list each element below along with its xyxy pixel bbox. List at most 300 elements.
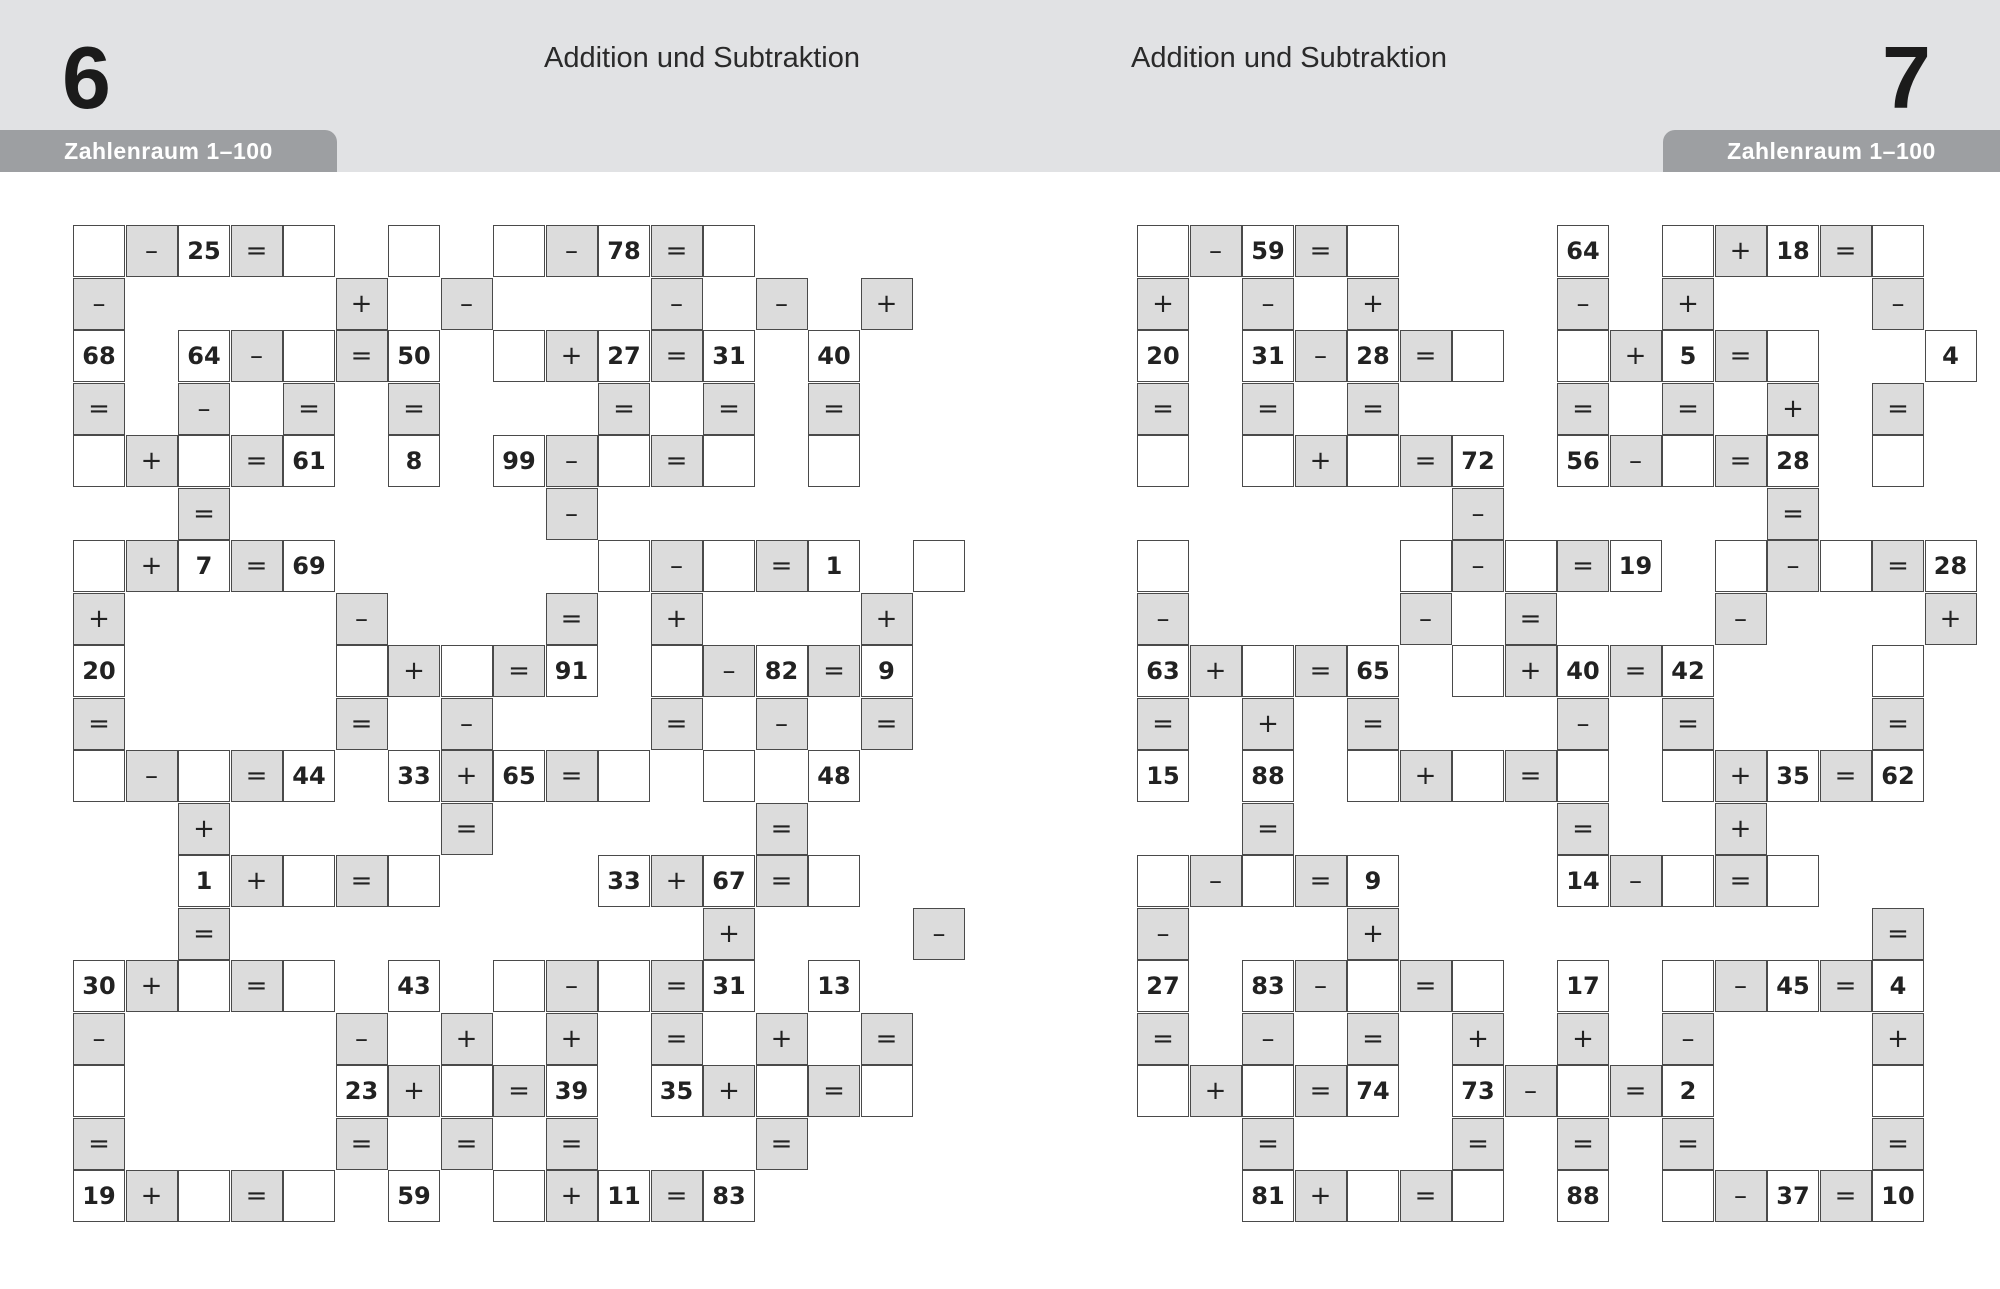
plus-sign: + (1610, 330, 1662, 382)
given-number: 37 (1767, 1170, 1819, 1222)
answer-box[interactable] (441, 645, 493, 697)
minus-sign: – (1767, 540, 1819, 592)
answer-box[interactable] (493, 1170, 545, 1222)
given-number: 64 (178, 330, 230, 382)
range-tab-right: Zahlenraum 1–100 (1663, 130, 2000, 172)
given-number: 59 (388, 1170, 440, 1222)
minus-sign: – (73, 278, 125, 330)
equals-sign: = (808, 1065, 860, 1117)
equals-sign: = (546, 750, 598, 802)
answer-box[interactable] (598, 960, 650, 1012)
answer-box[interactable] (178, 1170, 230, 1222)
plus-sign: + (1925, 593, 1977, 645)
plus-sign: + (1557, 1013, 1609, 1065)
equals-sign: = (651, 1013, 703, 1065)
page-number-right: 7 (1882, 28, 1931, 127)
equals-sign: = (1715, 855, 1767, 907)
answer-box[interactable] (1347, 225, 1399, 277)
minus-sign: – (1137, 908, 1189, 960)
equals-sign: = (1242, 1118, 1294, 1170)
equals-sign: = (231, 435, 283, 487)
answer-box[interactable] (703, 750, 755, 802)
minus-sign: – (441, 698, 493, 750)
answer-box[interactable] (283, 330, 335, 382)
given-number: 88 (1242, 750, 1294, 802)
equals-sign: = (1295, 1065, 1347, 1117)
answer-box[interactable] (1505, 540, 1557, 592)
minus-sign: – (1137, 593, 1189, 645)
minus-sign: – (546, 960, 598, 1012)
minus-sign: – (1557, 278, 1609, 330)
minus-sign: – (1452, 488, 1504, 540)
minus-sign: – (126, 225, 178, 277)
minus-sign: – (1190, 855, 1242, 907)
equals-sign: = (1242, 383, 1294, 435)
answer-box[interactable] (178, 750, 230, 802)
plus-sign: + (861, 593, 913, 645)
given-number: 59 (1242, 225, 1294, 277)
equals-sign: = (651, 435, 703, 487)
equals-sign: = (1452, 1118, 1504, 1170)
answer-box[interactable] (808, 855, 860, 907)
plus-sign: + (1295, 435, 1347, 487)
given-number: 28 (1767, 435, 1819, 487)
given-number: 5 (1662, 330, 1714, 382)
given-number: 17 (1557, 960, 1609, 1012)
answer-box[interactable] (1347, 1170, 1399, 1222)
equals-sign: = (231, 750, 283, 802)
plus-sign: + (1715, 803, 1767, 855)
given-number: 72 (1452, 435, 1504, 487)
plus-sign: + (651, 593, 703, 645)
answer-box[interactable] (388, 855, 440, 907)
answer-box[interactable] (1662, 435, 1714, 487)
plus-sign: + (1400, 750, 1452, 802)
plus-sign: + (1190, 645, 1242, 697)
answer-box[interactable] (1452, 960, 1504, 1012)
minus-sign: – (231, 330, 283, 382)
answer-box[interactable] (73, 540, 125, 592)
plus-sign: + (1242, 698, 1294, 750)
answer-box[interactable] (283, 855, 335, 907)
answer-box[interactable] (1242, 645, 1294, 697)
minus-sign: – (1400, 593, 1452, 645)
answer-box[interactable] (1137, 225, 1189, 277)
equals-sign: = (336, 698, 388, 750)
equals-sign: = (1557, 383, 1609, 435)
answer-box[interactable] (1767, 330, 1819, 382)
plus-sign: + (703, 908, 755, 960)
given-number: 28 (1925, 540, 1977, 592)
answer-box[interactable] (598, 540, 650, 592)
given-number: 10 (1872, 1170, 1924, 1222)
answer-box[interactable] (178, 435, 230, 487)
equals-sign: = (1820, 960, 1872, 1012)
equals-sign: = (388, 383, 440, 435)
answer-box[interactable] (73, 750, 125, 802)
given-number: 4 (1872, 960, 1924, 1012)
plus-sign: + (388, 1065, 440, 1117)
equals-sign: = (651, 225, 703, 277)
equals-sign: = (1347, 698, 1399, 750)
given-number: 67 (703, 855, 755, 907)
answer-box[interactable] (1872, 435, 1924, 487)
given-number: 14 (1557, 855, 1609, 907)
given-number: 31 (703, 330, 755, 382)
equals-sign: = (1557, 540, 1609, 592)
given-number: 2 (1662, 1065, 1714, 1117)
equals-sign: = (1242, 803, 1294, 855)
plus-sign: + (1715, 225, 1767, 277)
plus-sign: + (703, 1065, 755, 1117)
answer-box[interactable] (1347, 750, 1399, 802)
equals-sign: = (1872, 1118, 1924, 1170)
given-number: 33 (598, 855, 650, 907)
given-number: 44 (283, 750, 335, 802)
given-number: 64 (1557, 225, 1609, 277)
equals-sign: = (651, 960, 703, 1012)
answer-box[interactable] (756, 1065, 808, 1117)
answer-box[interactable] (493, 330, 545, 382)
equals-sign: = (651, 1170, 703, 1222)
given-number: 81 (1242, 1170, 1294, 1222)
answer-box[interactable] (703, 540, 755, 592)
equals-sign: = (1295, 855, 1347, 907)
plus-sign: + (126, 960, 178, 1012)
minus-sign: – (651, 278, 703, 330)
given-number: 30 (73, 960, 125, 1012)
equals-sign: = (1347, 383, 1399, 435)
plus-sign: + (336, 278, 388, 330)
minus-sign: – (756, 698, 808, 750)
given-number: 69 (283, 540, 335, 592)
minus-sign: – (1242, 1013, 1294, 1065)
given-number: 40 (808, 330, 860, 382)
minus-sign: – (178, 383, 230, 435)
answer-box[interactable] (1557, 750, 1609, 802)
equals-sign: = (1610, 1065, 1662, 1117)
equals-sign: = (336, 1118, 388, 1170)
answer-box[interactable] (1662, 1170, 1714, 1222)
given-number: 7 (178, 540, 230, 592)
equals-sign: = (651, 330, 703, 382)
answer-box[interactable] (1347, 960, 1399, 1012)
given-number: 19 (73, 1170, 125, 1222)
answer-box[interactable] (1872, 1065, 1924, 1117)
plus-sign: + (546, 1170, 598, 1222)
equals-sign: = (1872, 908, 1924, 960)
answer-box[interactable] (283, 225, 335, 277)
equals-sign: = (1295, 225, 1347, 277)
answer-box[interactable] (913, 540, 965, 592)
minus-sign: – (1715, 960, 1767, 1012)
minus-sign: – (1715, 1170, 1767, 1222)
equals-sign: = (1137, 1013, 1189, 1065)
given-number: 48 (808, 750, 860, 802)
equals-sign: = (598, 383, 650, 435)
minus-sign: – (1662, 1013, 1714, 1065)
answer-box[interactable] (808, 435, 860, 487)
answer-box[interactable] (1137, 540, 1189, 592)
minus-sign: – (126, 750, 178, 802)
minus-sign: – (1557, 698, 1609, 750)
equals-sign: = (1400, 960, 1452, 1012)
given-number: 11 (598, 1170, 650, 1222)
plus-sign: + (1452, 1013, 1504, 1065)
equals-sign: = (1400, 435, 1452, 487)
plus-sign: + (546, 1013, 598, 1065)
given-number: 1 (808, 540, 860, 592)
answer-box[interactable] (1242, 855, 1294, 907)
plus-sign: + (388, 645, 440, 697)
given-number: 19 (1610, 540, 1662, 592)
answer-box[interactable] (1452, 750, 1504, 802)
given-number: 83 (703, 1170, 755, 1222)
minus-sign: – (441, 278, 493, 330)
plus-sign: + (1137, 278, 1189, 330)
answer-box[interactable] (703, 225, 755, 277)
given-number: 88 (1557, 1170, 1609, 1222)
given-number: 73 (1452, 1065, 1504, 1117)
answer-box[interactable] (388, 225, 440, 277)
given-number: 65 (1347, 645, 1399, 697)
answer-box[interactable] (703, 435, 755, 487)
equals-sign: = (756, 540, 808, 592)
equals-sign: = (808, 645, 860, 697)
minus-sign: – (546, 435, 598, 487)
equals-sign: = (336, 855, 388, 907)
minus-sign: – (336, 1013, 388, 1065)
equals-sign: = (231, 960, 283, 1012)
equals-sign: = (1295, 645, 1347, 697)
answer-box[interactable] (1137, 855, 1189, 907)
page-number-left: 6 (62, 28, 111, 127)
answer-box[interactable] (1347, 435, 1399, 487)
given-number: 31 (703, 960, 755, 1012)
equals-sign: = (1872, 383, 1924, 435)
given-number: 13 (808, 960, 860, 1012)
given-number: 35 (1767, 750, 1819, 802)
equals-sign: = (861, 1013, 913, 1065)
given-number: 63 (1137, 645, 1189, 697)
answer-box[interactable] (1557, 330, 1609, 382)
given-number: 45 (1767, 960, 1819, 1012)
plus-sign: + (441, 750, 493, 802)
answer-box[interactable] (1452, 1170, 1504, 1222)
answer-box[interactable] (1137, 435, 1189, 487)
plus-sign: + (1715, 750, 1767, 802)
answer-box[interactable] (441, 1065, 493, 1117)
answer-box[interactable] (598, 435, 650, 487)
minus-sign: – (1610, 855, 1662, 907)
minus-sign: – (1610, 435, 1662, 487)
given-number: 62 (1872, 750, 1924, 802)
equals-sign: = (546, 593, 598, 645)
answer-box[interactable] (493, 225, 545, 277)
plus-sign: + (1347, 908, 1399, 960)
answer-box[interactable] (1242, 435, 1294, 487)
minus-sign: – (1505, 1065, 1557, 1117)
equals-sign: = (1662, 1118, 1714, 1170)
given-number: 9 (861, 645, 913, 697)
answer-box[interactable] (73, 1065, 125, 1117)
answer-box[interactable] (598, 750, 650, 802)
answer-box[interactable] (283, 960, 335, 1012)
given-number: 4 (1925, 330, 1977, 382)
given-number: 20 (1137, 330, 1189, 382)
equals-sign: = (1505, 750, 1557, 802)
plus-sign: + (1662, 278, 1714, 330)
equals-sign: = (861, 698, 913, 750)
equals-sign: = (441, 803, 493, 855)
given-number: 33 (388, 750, 440, 802)
equals-sign: = (1820, 750, 1872, 802)
minus-sign: – (1295, 960, 1347, 1012)
minus-sign: – (546, 488, 598, 540)
equals-sign: = (1557, 803, 1609, 855)
given-number: 20 (73, 645, 125, 697)
equals-sign: = (231, 225, 283, 277)
answer-box[interactable] (1557, 1065, 1609, 1117)
minus-sign: – (1452, 540, 1504, 592)
minus-sign: – (73, 1013, 125, 1065)
given-number: 68 (73, 330, 125, 382)
given-number: 83 (1242, 960, 1294, 1012)
equals-sign: = (1715, 330, 1767, 382)
equals-sign: = (73, 698, 125, 750)
equals-sign: = (1557, 1118, 1609, 1170)
given-number: 9 (1347, 855, 1399, 907)
minus-sign: – (1715, 593, 1767, 645)
section-title-right: Addition und Subtraktion (1131, 42, 1447, 74)
given-number: 28 (1347, 330, 1399, 382)
plus-sign: + (231, 855, 283, 907)
plus-sign: + (126, 540, 178, 592)
given-number: 23 (336, 1065, 388, 1117)
given-number: 27 (598, 330, 650, 382)
given-number: 99 (493, 435, 545, 487)
answer-box[interactable] (861, 1065, 913, 1117)
minus-sign: – (1190, 225, 1242, 277)
plus-sign: + (441, 1013, 493, 1065)
answer-box[interactable] (1242, 1065, 1294, 1117)
given-number: 18 (1767, 225, 1819, 277)
equals-sign: = (493, 645, 545, 697)
given-number: 82 (756, 645, 808, 697)
equals-sign: = (1662, 698, 1714, 750)
equals-sign: = (441, 1118, 493, 1170)
answer-box[interactable] (1662, 855, 1714, 907)
section-title-left: Addition und Subtraktion (544, 42, 860, 74)
answer-box[interactable] (178, 960, 230, 1012)
answer-box[interactable] (73, 225, 125, 277)
equals-sign: = (1137, 383, 1189, 435)
plus-sign: + (178, 803, 230, 855)
equals-sign: = (283, 383, 335, 435)
answer-box[interactable] (1400, 540, 1452, 592)
given-number: 15 (1137, 750, 1189, 802)
answer-box[interactable] (493, 960, 545, 1012)
equals-sign: = (231, 1170, 283, 1222)
given-number: 35 (651, 1065, 703, 1117)
plus-sign: + (1767, 383, 1819, 435)
range-tab-left: Zahlenraum 1–100 (0, 130, 337, 172)
given-number: 43 (388, 960, 440, 1012)
equals-sign: = (493, 1065, 545, 1117)
plus-sign: + (546, 330, 598, 382)
given-number: 50 (388, 330, 440, 382)
equals-sign: = (178, 908, 230, 960)
given-number: 78 (598, 225, 650, 277)
plus-sign: + (126, 1170, 178, 1222)
answer-box[interactable] (1872, 645, 1924, 697)
minus-sign: – (546, 225, 598, 277)
given-number: 1 (178, 855, 230, 907)
equals-sign: = (703, 383, 755, 435)
answer-box[interactable] (1715, 540, 1767, 592)
given-number: 8 (388, 435, 440, 487)
minus-sign: – (336, 593, 388, 645)
equals-sign: = (1820, 1170, 1872, 1222)
equals-sign: = (1820, 225, 1872, 277)
given-number: 91 (546, 645, 598, 697)
equals-sign: = (73, 1118, 125, 1170)
equals-sign: = (1505, 593, 1557, 645)
answer-box[interactable] (1452, 330, 1504, 382)
plus-sign: + (1505, 645, 1557, 697)
given-number: 74 (1347, 1065, 1399, 1117)
answer-box[interactable] (1662, 225, 1714, 277)
plus-sign: + (1190, 1065, 1242, 1117)
equals-sign: = (1347, 1013, 1399, 1065)
minus-sign: – (1295, 330, 1347, 382)
equals-sign: = (756, 855, 808, 907)
answer-box[interactable] (1137, 1065, 1189, 1117)
plus-sign: + (1295, 1170, 1347, 1222)
plus-sign: + (73, 593, 125, 645)
answer-box[interactable] (1767, 855, 1819, 907)
plus-sign: + (1347, 278, 1399, 330)
answer-box[interactable] (1820, 540, 1872, 592)
equals-sign: = (1400, 330, 1452, 382)
equals-sign: = (1610, 645, 1662, 697)
answer-box[interactable] (283, 1170, 335, 1222)
answer-box[interactable] (1662, 750, 1714, 802)
equals-sign: = (808, 383, 860, 435)
given-number: 25 (178, 225, 230, 277)
equals-sign: = (546, 1118, 598, 1170)
answer-box[interactable] (73, 435, 125, 487)
equals-sign: = (756, 1118, 808, 1170)
minus-sign: – (703, 645, 755, 697)
answer-box[interactable] (1452, 645, 1504, 697)
answer-box[interactable] (336, 645, 388, 697)
plus-sign: + (861, 278, 913, 330)
given-number: 31 (1242, 330, 1294, 382)
plus-sign: + (126, 435, 178, 487)
plus-sign: + (756, 1013, 808, 1065)
answer-box[interactable] (1662, 960, 1714, 1012)
equals-sign: = (1662, 383, 1714, 435)
given-number: 42 (1662, 645, 1714, 697)
plus-sign: + (1872, 1013, 1924, 1065)
equals-sign: = (73, 383, 125, 435)
minus-sign: – (651, 540, 703, 592)
answer-box[interactable] (1872, 225, 1924, 277)
minus-sign: – (1242, 278, 1294, 330)
answer-box[interactable] (651, 645, 703, 697)
given-number: 61 (283, 435, 335, 487)
